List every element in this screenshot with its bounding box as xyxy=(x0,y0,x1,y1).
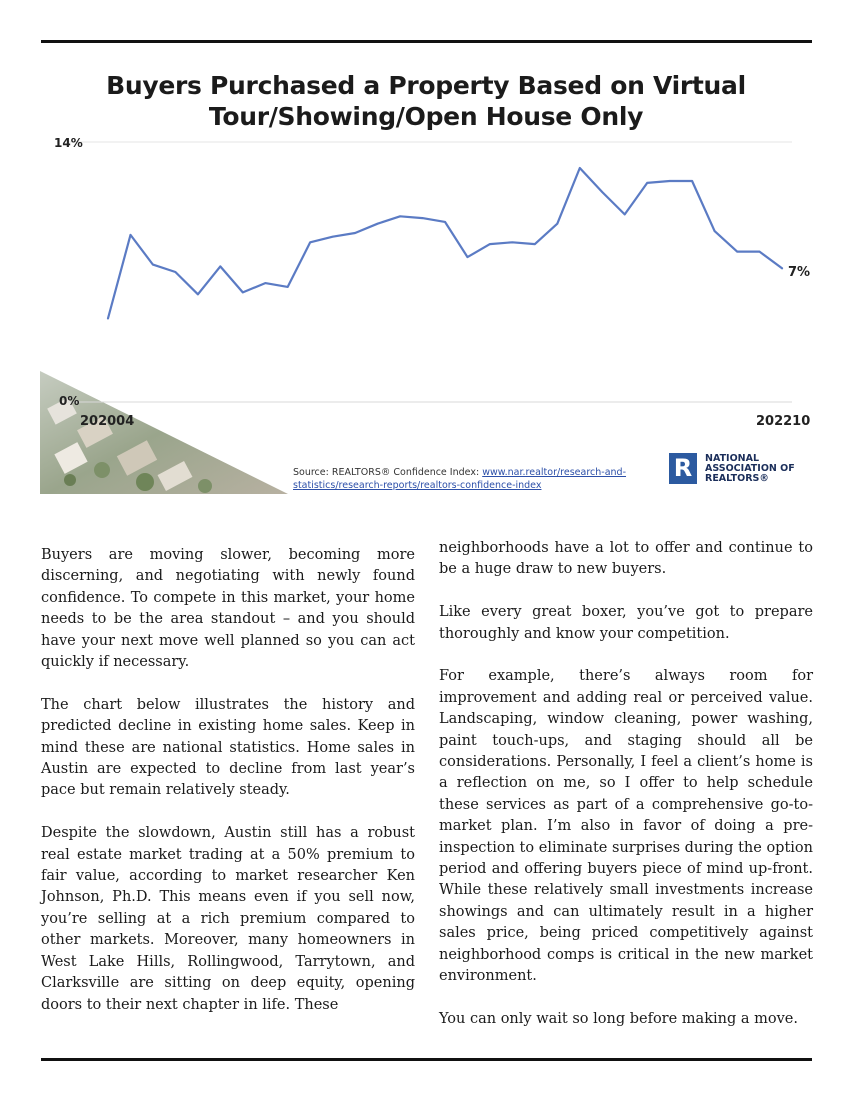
paragraph: neighborhoods have a lot to offer and continue to be a huge draw to new buyers. xyxy=(439,540,813,578)
data-point xyxy=(534,243,536,245)
data-point xyxy=(152,264,154,266)
data-point xyxy=(309,241,311,243)
source-label: Source: REALTORS® Confidence Index: xyxy=(293,467,480,478)
data-point xyxy=(646,182,648,184)
data-point xyxy=(759,251,761,253)
data-point xyxy=(489,243,491,245)
series-line xyxy=(108,168,782,318)
data-point xyxy=(287,286,289,288)
data-point xyxy=(377,223,379,225)
paragraph: The chart below illustrates the history and predicted decline in existing home sales. Keep in mind these are national statistics. Home sales in Austin are expected to decline from last year’s pace but remain relatively steady. xyxy=(41,696,415,799)
data-point xyxy=(354,232,356,234)
chart-source xyxy=(293,466,673,492)
source-link[interactable]: www.nar.realtor/research-and-statistics/research-reports/realtors-confidence-index xyxy=(293,467,627,491)
data-point xyxy=(242,292,244,294)
data-point xyxy=(107,318,109,320)
data-point xyxy=(399,215,401,217)
data-point xyxy=(220,266,222,268)
x-start-label: 202004 xyxy=(80,414,135,429)
data-point xyxy=(197,293,199,295)
chart-title: Buyers Purchased a Property Based on Virtual Tour/Showing/Open House Only xyxy=(106,71,746,131)
data-point xyxy=(422,217,424,219)
top-rule xyxy=(41,40,812,43)
end-value-label: 7% xyxy=(788,265,811,280)
data-point xyxy=(624,214,626,216)
data-point xyxy=(736,251,738,253)
nar-logo xyxy=(669,453,809,485)
y-bottom-label: 0% xyxy=(59,394,80,408)
data-point xyxy=(264,282,266,284)
data-point xyxy=(332,236,334,238)
nar-logo-text: NATIONAL ASSOCIATION OF REALTORS® xyxy=(705,453,795,484)
paragraph: Buyers are moving slower, becoming more discerning, and negotiating with newly found confidence. To compete in this market, your home needs to be the area standout – and you should have your next move well planned so you can act quickly if necessary. xyxy=(41,547,415,671)
data-point xyxy=(714,230,716,232)
data-point xyxy=(130,234,132,236)
data-point xyxy=(467,256,469,258)
data-point xyxy=(444,221,446,223)
article-right-column xyxy=(439,538,813,1052)
paragraph: For example, there’s always room for improvement and adding real or perceived value. Landscaping, window cleaning, power washing, paint touch-ups, and staging should all be considerations. Personally, I feel a client’s home is a reflection on me, so I offer to help schedule these services as part of a comprehensive go-to-market plan. I’m also in favor of doing a pre-inspection to eliminate surprises during the option period and offering buyers piece of mind up-front. While these relatively small investments increase showings and can ultimately result in a higher sales price, being priced competitively against neighborhood comps is critical in the new market environment. xyxy=(439,668,813,985)
bottom-rule xyxy=(41,1058,812,1061)
data-point xyxy=(691,180,693,182)
data-point xyxy=(557,223,559,225)
data-point xyxy=(175,271,177,273)
realtor-r-icon: R xyxy=(669,453,697,484)
chart xyxy=(40,62,812,497)
x-end-label: 202210 xyxy=(756,414,811,429)
data-point xyxy=(669,180,671,182)
data-point xyxy=(781,267,783,269)
paragraph: You can only wait so long before making a move. xyxy=(439,1010,798,1027)
data-point xyxy=(601,191,603,193)
data-points xyxy=(107,167,783,319)
aerial-photo xyxy=(40,362,290,497)
data-point xyxy=(579,167,581,169)
paragraph: Despite the slowdown, Austin still has a robust real estate market trading at a 50% premium to fair value, according to market researcher Ken Johnson, Ph.D. This means even if you sell now, you’re selling at a rich premium compared to other markets. Moreover, many homeowners in West Lake Hills, Rollingwood, Tarrytown, and Clarksville are sitting on deep equity, opening doors to their next chapter in life. These xyxy=(41,825,415,1013)
y-top-label: 14% xyxy=(54,136,83,150)
article-left-column xyxy=(41,545,415,1037)
data-point xyxy=(512,241,514,243)
paragraph: Like every great boxer, you’ve got to prepare thoroughly and know your competition. xyxy=(439,604,813,642)
